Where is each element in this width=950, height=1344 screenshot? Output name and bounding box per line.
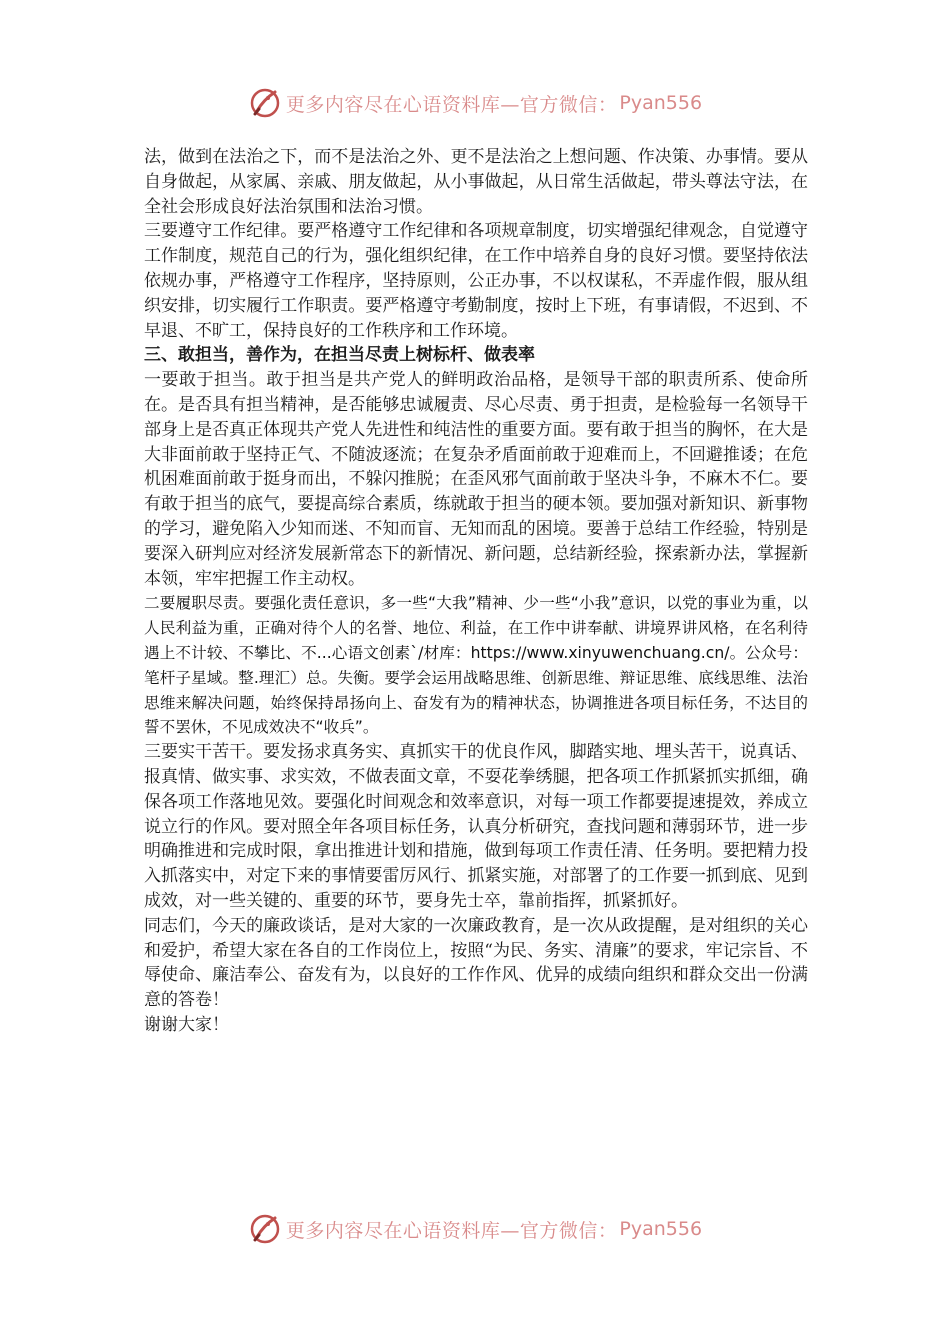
paragraph-closing: 同志们，今天的廉政谈话，是对大家的一次廉政教育，是一次从政提醒，是对组织的关心和爱护，希望大家在各自的工作岗位上，按照“为民、务实、清廉”的要求，牢记宗旨、不辱使命、廉洁奉公、奋发有为，以良好的工作作风、优异的成绩向组织和群众交出一份满意的答卷！ [144, 915, 808, 1011]
paragraph-perform-duties: 二要履职尽责。要强化责任意识，多一些“大我”精神、少一些“小我”意识，以党的事业为重，以人民利益为重，正确对待个人的名誉、地位、利益，在工作中讲奉献、讲境界讲风格，在名利待遇上不计较、不攀比、不...心语文创素`/材库：https://www.xinyuwenchuang.cn/。公众号：笔杆子星域。整.理汇）总。失衡。要学会运用战略思维、创新思维、辩证思维、底线思维、法治思维来解决问题，始终保持昂扬向上、奋发有为的精神状态，协调推进各项目标任务，不达目的誓不罢休，不见成效决不“收兵”。 [144, 594, 808, 737]
banner-text: 更多内容尽在心语资料库—官方微信： [285, 93, 618, 116]
brush-logo-icon [248, 1212, 282, 1246]
brush-logo-icon [248, 86, 282, 120]
paragraph-hard-work: 三要实干苦干。要发扬求真务实、真抓实干的优良作风，脚踏实地、埋头苦干，说真话、报真情、做实事、求实效，不做表面文章，不耍花拳绣腿，把各项工作抓紧抓实抓细，确保各项工作落地见效。要强化时间观念和效率意识，对每一项工作都要提速提效，养成立说立行的作风。要对照全年各项目标任务，认真分析研究，查找问题和薄弱环节，进一步明确推进和完成时限，拿出推进计划和措施，做到每项工作责任清、任务明。要把精力投入抓落实中，对定下来的事情要雷厉风行、抓紧实施，对部署了的工作要一抓到底、见到成效，对一些关键的、重要的环节，要身先士卒，靠前指挥，抓紧抓好。 [144, 742, 808, 911]
banner-wechat-id: Pyan556 [619, 1218, 703, 1240]
section-heading-three: 三、敢担当，善作为，在担当尽责上树标杆、做表率 [144, 345, 535, 366]
document-body [144, 145, 808, 1038]
footer-watermark-banner [0, 1208, 950, 1250]
paragraph-work-discipline: 三要遵守工作纪律。要严格遵守工作纪律和各项规章制度，切实增强纪律观念，自觉遵守工作制度，规范自己的行为，强化组织纪律，在工作中培养自身的良好习惯。要坚持依法依规办事，严格遵守工作程序，坚持原则，公正办事，不以权谋私，不弄虚作假，服从组织安排，切实履行工作职责。要严格遵守考勤制度，按时上下班，有事请假，不迟到、不早退、不旷工，保持良好的工作秩序和工作环境。 [144, 221, 808, 341]
banner-wechat-id: Pyan556 [619, 92, 703, 114]
paragraph-rule-of-law: 法，做到在法治之下，而不是法治之外、更不是法治之上想问题、作决策、办事情。要从自身做起，从家属、亲戚、朋友做起，从小事做起，从日常生活做起，带头尊法守法，在全社会形成良好法治氛围和法治习惯。 [144, 147, 808, 217]
header-watermark-banner [0, 82, 950, 124]
paragraph-thanks: 谢谢大家！ [144, 1014, 229, 1035]
paragraph-dare-to-take-responsibility: 一要敢于担当。敢于担当是共产党人的鲜明政治品格，是领导干部的职责所系、使命所在。是否具有担当精神，是否能够忠诚履责、尽心尽责、勇于担责，是检验每一名领导干部身上是否真正体现共产党人先进性和纯洁性的重要方面。要有敢于担当的胸怀，在大是大非面前敢于坚持正气、不随波逐流；在复杂矛盾面前敢于迎难而上，不回避推诿；在危机困难面前敢于挺身而出，不躲闪推脱；在歪风邪气面前敢于坚决斗争，不麻木不仁。要有敢于担当的底气，要提高综合素质，练就敢于担当的硬本领。要加强对新知识、新事物的学习，避免陷入少知而迷、不知而盲、无知而乱的困境。要善于总结工作经验，特别是要深入研判应对经济发展新常态下的新情况、新问题，总结新经验，探索新办法，掌握新本领，牢牢把握工作主动权。 [144, 370, 808, 589]
banner-text: 更多内容尽在心语资料库—官方微信： [285, 1219, 618, 1242]
